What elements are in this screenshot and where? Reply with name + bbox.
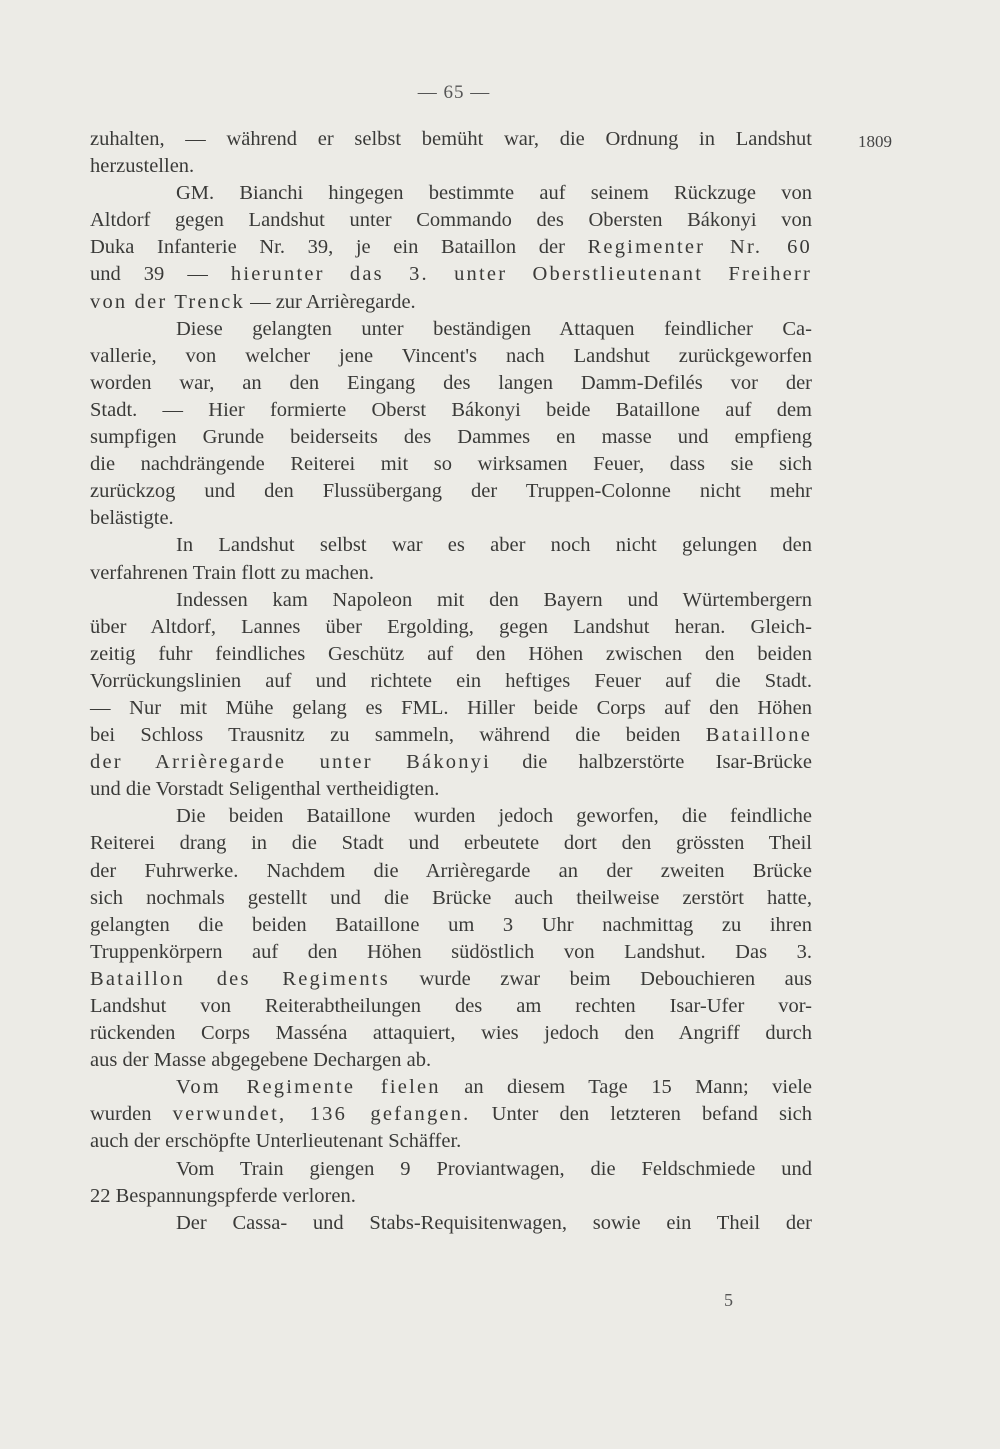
text-line: bei Schloss Trausnitz zu sammeln, während die beiden Bataillone xyxy=(90,724,812,747)
text-line: Indessen kam Napoleon mit den Bayern und Würtembergern xyxy=(176,588,812,611)
text-line: der Arrièregarde unter Bákonyi die halbzerstörte Isar-Brücke xyxy=(90,751,812,774)
text-line: und 39 — hierunter das 3. unter Oberstlieutenant Freiherr xyxy=(90,263,813,286)
text-line: zuhalten, — während er selbst bemüht war, die Ordnung in Landshut xyxy=(90,128,812,150)
text-line: rückenden Corps Masséna attaquiert, wies jedoch den Angriff durch xyxy=(90,1022,812,1045)
text-line: über Altdorf, Lannes über Ergolding, gegen Landshut heran. Gleich- xyxy=(90,615,812,638)
text-line: worden war, an den Eingang des langen Damm-Defilés vor der xyxy=(90,371,812,394)
text-line: auch der erschöpfte Unterlieutenant Schäffer. xyxy=(90,1130,462,1153)
text-line: vallerie, von welcher jene Vincent's nach Landshut zurückgeworfen xyxy=(90,344,812,367)
text-line: GM. Bianchi hingegen bestimmte auf seinem Rückzuge von xyxy=(176,182,812,205)
text-line: verfahrenen Train flott zu machen. xyxy=(90,561,375,584)
text-line: Vorrückungslinien auf und richtete ein heftiges Feuer auf die Stadt. xyxy=(90,669,812,692)
text-line: Vom Regimente fielen an diesem Tage 15 Mann; viele xyxy=(176,1076,812,1099)
text-line: Truppenkörpern auf den Höhen südöstlich von Landshut. Das 3. xyxy=(90,940,812,963)
page-number: — 65 — xyxy=(417,82,491,103)
text-line: Reiterei drang in die Stadt und erbeutete dort den grössten Theil xyxy=(90,832,812,855)
text-line: — Nur mit Mühe gelang es FML. Hiller beide Corps auf den Höhen xyxy=(90,696,812,719)
signature-mark: 5 xyxy=(724,1290,733,1310)
text-line: die nachdrängende Reiterei mit so wirksamen Feuer, dass sie sich xyxy=(90,453,812,476)
text-line: Diese gelangten unter beständigen Attaquen feindlicher Ca- xyxy=(176,317,812,340)
text-line: sumpfigen Grunde beiderseits des Dammes en masse und empfieng xyxy=(90,426,812,449)
text-line: und die Vorstadt Seligenthal vertheidigten. xyxy=(90,778,440,801)
text-line: zurückzog und den Flussübergang der Truppen-Colonne nicht mehr xyxy=(90,480,812,503)
text-line: Landshut von Reiterabtheilungen des am rechten Isar-Ufer vor- xyxy=(90,995,812,1017)
text-line: von der Trenck — zur Arrièregarde. xyxy=(90,290,416,313)
text-line: Altdorf gegen Landshut unter Commando des Obersten Bákonyi von xyxy=(90,209,812,232)
text-line: sich nochmals gestellt und die Brücke auch theilweise zerstört hatte, xyxy=(90,886,812,909)
text-line: Duka Infanterie Nr. 39, je ein Bataillon der Regimenter Nr. 60 xyxy=(90,236,812,259)
text-line: herzustellen. xyxy=(90,155,195,178)
text-line: der Fuhrwerke. Nachdem die Arrièregarde an der zweiten Brücke xyxy=(90,859,812,882)
text-line: Die beiden Bataillone wurden jedoch geworfen, die feindliche xyxy=(176,805,812,828)
text-line: wurden verwundet, 136 gefangen. Unter den letzteren befand sich xyxy=(90,1103,813,1126)
text-line: belästigte. xyxy=(90,507,174,530)
text-line: zeitig fuhr feindliches Geschütz auf den Höhen zwischen den beiden xyxy=(90,642,812,665)
text-line: 22 Bespannungspferde verloren. xyxy=(90,1184,356,1207)
text-line: aus der Masse abgegebene Dechargen ab. xyxy=(90,1049,432,1072)
body-text xyxy=(90,126,812,1237)
text-line: Bataillon des Regiments wurde zwar beim Debouchieren aus xyxy=(90,967,812,990)
text-line: In Landshut selbst war es aber noch nicht gelungen den xyxy=(176,534,812,557)
text-line: Vom Train giengen 9 Proviantwagen, die Feldschmiede und xyxy=(176,1157,812,1180)
text-line: gelangten die beiden Bataillone um 3 Uhr nachmittag zu ihren xyxy=(90,913,812,936)
text-line: Der Cassa- und Stabs-Requisitenwagen, sowie ein Theil der xyxy=(176,1211,812,1234)
text-line: Stadt. — Hier formierte Oberst Bákonyi beide Bataillone auf dem xyxy=(90,398,812,421)
margin-year: 1809 xyxy=(858,132,892,151)
